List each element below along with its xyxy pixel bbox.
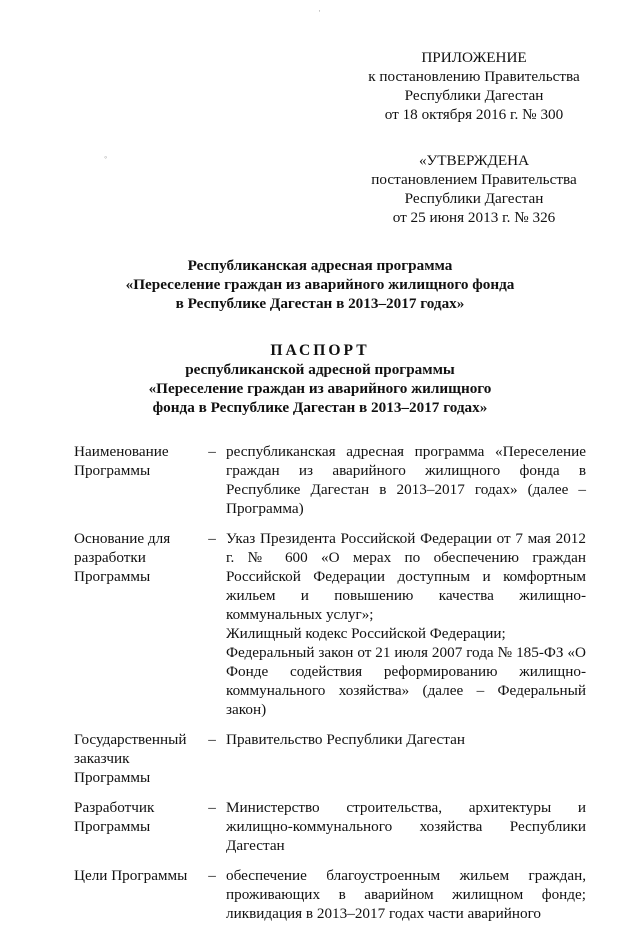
row-label: Государственный заказчик Программы <box>74 731 187 786</box>
passport-word: ПАСПОРТ <box>270 342 370 359</box>
approved-line: от 25 июня 2013 г. № 326 <box>392 209 556 226</box>
passport-subtitle-line: «Переселение граждан из аварийного жилищного <box>148 380 492 397</box>
row-paragraph: Указ Президента Российской Федерации от 7 мая 2012 г. № 600 «О мерах по обеспечению граждан Российской Федерации доступным и комфортным жильем и повышению качества жилищно-коммунальных услуг»; <box>226 530 586 623</box>
row-dash: – <box>208 799 216 816</box>
appendix-line: Республики Дагестан <box>404 87 544 104</box>
approved-line: «УТВЕРЖДЕНА <box>418 152 530 169</box>
row-label: Цели Программы <box>74 867 188 884</box>
program-title-line: Республиканская адресная программа <box>187 257 453 274</box>
passport-table <box>74 442 590 934</box>
program-title-line: «Переселение граждан из аварийного жилищного фонда <box>125 276 515 293</box>
passport-subtitle-line: республиканской адресной программы <box>185 361 455 378</box>
program-title-line: в Республике Дагестан в 2013–2017 годах» <box>175 295 465 312</box>
row-dash: – <box>208 731 216 748</box>
row-value <box>226 798 586 855</box>
appendix-line: от 18 октября 2016 г. № 300 <box>384 106 564 123</box>
scan-mark: · <box>318 6 321 16</box>
table-row <box>74 798 590 855</box>
table-row <box>74 866 590 923</box>
row-value <box>226 529 586 719</box>
row-label: Основание для разработки Программы <box>74 530 171 585</box>
passport-subtitle-line: фонда в Республике Дагестан в 2013–2017 годах» <box>152 399 488 416</box>
table-row <box>74 529 590 719</box>
approved-header <box>360 151 588 227</box>
table-row <box>74 730 590 787</box>
row-paragraph: обеспечение благоустроенным жильем граждан, проживающих в аварийном жилищном фонде; ликвидация в 2013–2017 годах части аварийного <box>226 867 586 922</box>
appendix-line: к постановлению Правительства <box>368 68 580 85</box>
appendix-line: ПРИЛОЖЕНИЕ <box>421 49 527 66</box>
row-paragraph: Правительство Республики Дагестан <box>226 731 465 748</box>
row-value <box>226 730 586 787</box>
row-paragraph: Министерство строительства, архитектуры и жилищно-коммунального хозяйства Республики Дагестан <box>226 799 586 854</box>
approved-line: постановлением Правительства <box>371 171 577 188</box>
appendix-header <box>360 48 588 124</box>
scan-mark: ◦ <box>104 152 108 162</box>
table-row <box>74 442 590 518</box>
approved-line: Республики Дагестан <box>404 190 544 207</box>
row-dash: – <box>208 443 216 460</box>
row-dash: – <box>208 867 216 884</box>
row-label: Наименование Программы <box>74 443 169 479</box>
row-paragraph: республиканская адресная программа «Переселение граждан из аварийного жилищного фонда в Республике Дагестан в 2013–2017 годах» (далее – Программа) <box>226 443 586 517</box>
row-paragraph: Федеральный закон от 21 июля 2007 года № 185-ФЗ «О Фонде содействия реформированию жилищно-коммунального хозяйства» (далее – Федеральный закон) <box>226 644 586 718</box>
row-paragraph: Жилищный кодекс Российской Федерации; <box>226 625 506 642</box>
row-label: Разработчик Программы <box>74 799 155 835</box>
program-title <box>0 256 640 313</box>
row-value <box>226 866 586 923</box>
row-value <box>226 442 586 518</box>
passport-heading <box>0 341 640 417</box>
row-dash: – <box>208 530 216 547</box>
